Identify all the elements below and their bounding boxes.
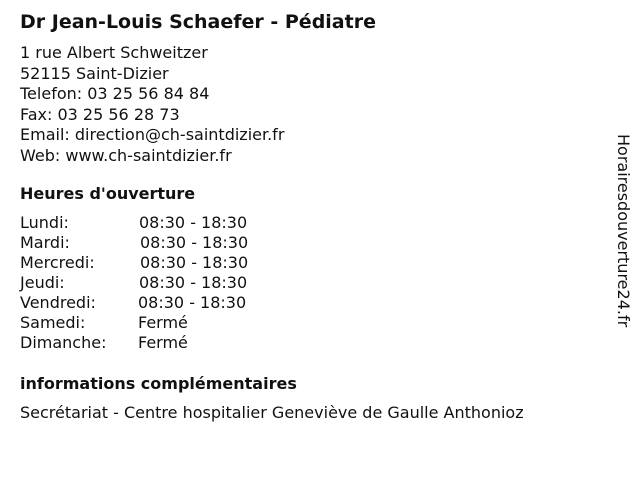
practice-title: Dr Jean-Louis Schaefer - Pédiatre [20,11,376,33]
hours-value: 08:30 - 18:30 [139,273,248,292]
fax-number: Fax: 03 25 56 28 73 [20,104,180,124]
street-address: 1 rue Albert Schweitzer [20,43,208,62]
hours-value: 08:30 - 18:30 [139,213,248,232]
hours-value: 08:30 - 18:30 [138,293,247,312]
day-label: Jeudi: [20,273,65,292]
day-label: Dimanche: [20,333,107,352]
day-label: Vendredi: [20,293,96,312]
postal-city: 52115 Saint-Dizier [20,63,169,83]
hours-value: 08:30 - 18:30 [140,253,249,272]
hours-value: 08:30 - 18:30 [140,233,249,252]
day-label: Samedi: [20,313,86,332]
side-brand-text: Horairesdouverture24.fr [614,134,633,328]
additional-info-heading: informations complémentaires [20,374,297,393]
day-label: Mardi: [20,233,70,252]
phone-number: Telefon: 03 25 56 84 84 [20,84,210,103]
hours-value: Fermé [138,313,188,332]
contact-details [20,43,284,166]
side-brand-watermark [613,134,633,372]
day-label: Lundi: [20,213,69,232]
hours-value: Fermé [138,333,188,352]
day-label: Mercredi: [20,253,95,272]
additional-info-text: Secrétariat - Centre hospitalier Geneviève de Gaulle Anthonioz [20,403,524,422]
website-address: Web: www.ch-saintdizier.fr [20,145,232,165]
email-address: Email: direction@ch-saintdizier.fr [20,125,285,144]
opening-hours-heading: Heures d'ouverture [20,184,196,203]
